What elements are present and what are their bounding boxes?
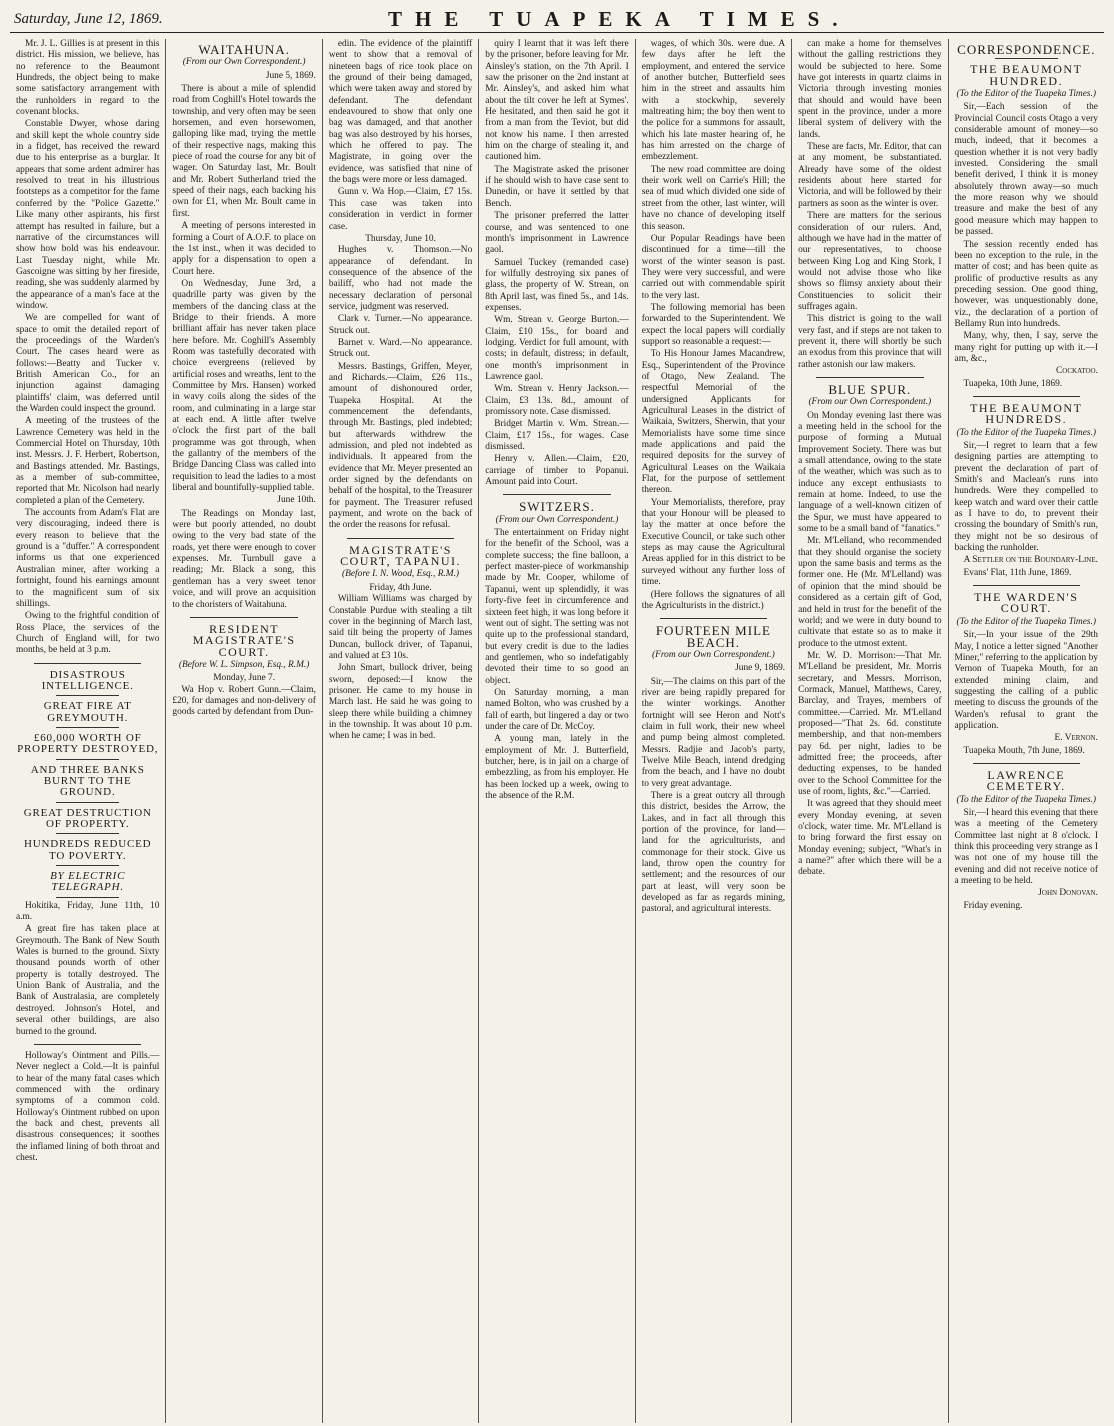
dateline: June 9, 1869. <box>735 663 786 674</box>
memorial-text: To His Honour James Macandrew, Esq., Superintendent of the Province of Otago, New Zealand. The respectful Memorial of the undersigned Applicants for Agricultural Leases in the district of Waikaia, Switzers, Sherwin, that your Memorialists have some time since made applications and paid the required deposits for the survey of Agricultural Leases on the Waikaia Flat, for the purpose of settlement thereon. <box>641 349 786 496</box>
paragraph: Bridget Martin v. Wm. Strean.—Claim, £17 15s., for wages. Case dismissed. <box>485 419 629 453</box>
headline-lawrence-cemetery: LAWRENCE CEMETERY. <box>986 767 1066 794</box>
divider <box>56 865 119 866</box>
column-4 <box>479 39 635 1423</box>
memorial-text: Your Memorialists, therefore, pray that your Honour will be pleased to lay the matter at once before the Executive Council, or take such other steps as may cause the Agricultural Areas applied for in this district to be surveyed without any further loss of time. <box>641 497 786 588</box>
editor-address: (To the Editor of the Tuapeka Times.) <box>956 89 1096 100</box>
divider <box>56 897 119 898</box>
headline-fourteen-mile: FOURTEEN MILE BEACH. <box>655 623 771 650</box>
paragraph: Wm. Strean v. Henry Jackson.—Claim, £3 13s. 8d., amount of promissory note. Case dismissed. <box>485 384 629 417</box>
letter-paragraph: Sir,—I heard this evening that there was a meeting of the Cemetery Committee last night at 8 o'clock. I think this proceeding very strange as I was not one of my house till the evening and did not receive notice of a meeting to be held. <box>954 807 1098 887</box>
divider <box>34 1044 141 1045</box>
paragraph: A meeting of persons interested in forming a Court of A.O.F. to place on the 1st inst., when it was decided to apply for a dispensation to open a Court here. <box>172 221 316 277</box>
column-7 <box>949 39 1104 1423</box>
paragraph: This district is going to the wall very fast, and if steps are not taken to prevent it, there will shortly be such an exodus from this province that will rather astonish our law makers. <box>798 314 942 370</box>
divider <box>503 494 610 495</box>
paragraph: John Smart, bullock driver, being sworn, deposed:—I know the prisoner. He came to my house in March last. He said he was going to sleep there while building a chimney in the township. It was about 10 p.m. when he came; I was in bed. <box>328 663 473 742</box>
memorial-note: (Here follows the signatures of all the Agriculturists in the district.) <box>641 589 786 611</box>
divider <box>56 833 119 834</box>
letter-place: Friday evening. <box>963 900 1023 911</box>
paragraph: On Wednesday, June 3rd, a quadrille party was given by the members of the dancing class at the Bridge to their friends. A more brilliant affair has never taken place here before. Mr. Coghill's Assembly Room was tastefully decorated with choice evergreens (relieved by artificial roses and wreaths, lent to the Committee by Mrs. Hansen) worked in wavy coils along the sides of the room, and culminating in a large star at each end. A little after twelve o'clock the first part of the ball programme was got through, when the gallantry of the members of the Bridge Dancing Class was called into requisition to lead the ladies to a most liberal and bountifully-supplied table. <box>172 278 316 494</box>
paragraph: The prisoner preferred the latter course, and was sentenced to one month's imprisonment in Lawrence gaol. <box>485 211 629 256</box>
headline-waitahuna: WAITAHUNA. <box>198 42 290 57</box>
divider <box>347 538 454 539</box>
byline: (From our Own Correspondent.) <box>808 397 932 408</box>
paragraph: Our Popular Readings have been discontinued for a time—till the worst of the winter season is past. They were very successful, and were carried out with commendable spirit to the very last. <box>641 233 786 301</box>
paragraph: Wm. Strean v. George Burton.—Claim, £10 15s., for board and lodging. Verdict for full amount, with costs; in default, distress; in default, one month's imprisonment in Lawrence gaol. <box>485 315 629 382</box>
column-1 <box>10 39 166 1423</box>
paragraph: These are facts, Mr. Editor, that can at any moment, be substantiated. Already have some of the oldest residents about here started for Victoria, and will be followed by their partners as soon as the winter is over. <box>798 142 942 209</box>
paragraph: We are compelled for want of space to omit the detailed report of the proceedings of the Warden's Court. The cases heard were as follows:—Beatty and Tucker v. British American Co., for an injunction against damaging plaintiffs' claim, was deferred until the Warden could inspect the ground. <box>16 313 160 414</box>
paragraph: Sir,—The claims on this part of the river are being rapidly prepared for the winter workings. Another fortnight will see Heron and Nott's claim in full work, their new wheel and pump being almost completed. Messrs. Radjie and Jacob's party, Twelve Mile Beach, intend dredging from the beach, and I have no doubt to very great advantage. <box>641 676 786 789</box>
paragraph: There is about a mile of splendid road from Coghill's Hotel towards the township, and very often may be seen horsemen, and even horsewomen, galloping like mad, trying the mettle of their respective nags, making this piece of road the course for any bit of wager. On Saturday last, Mr. Boult and Mr. Robert Sutherland tried the speed of their nags, each backing his own for £1, when Mr. Boult came in first. <box>172 84 316 219</box>
divider <box>34 663 141 664</box>
headline-destruction: GREAT DESTRUCTION OF PROPERTY. <box>23 806 152 830</box>
dateline: June 10th. <box>277 495 316 506</box>
column-3 <box>323 39 479 1423</box>
dateline: June 5, 1869. <box>265 70 316 81</box>
court-day: Monday, June 7. <box>213 673 276 684</box>
divider <box>995 58 1058 59</box>
paragraph: There is a great outcry all through this district, besides the Arrow, the Lakes, and in fact all through this portion of the province, for land—land for the agriculturists, and commonage for their stock. Give us land, throw open the country for settlement; and the resources of our part at least, will very soon be developed as far as regards mining, pastoral, and agricultural interests. <box>641 791 786 915</box>
paragraph: wages, of which 30s. were due. A few days after he left the employment, and entered the service of another butcher, Butterfield sees him in the street and assaults him with a stockwhip, severely maltreating him; the boy then went to the police for a summons for assault, which his late master hearing of, he has him arrested on the charge of embezzlement. <box>641 39 786 163</box>
divider <box>660 618 767 619</box>
paragraph: Mr. M'Lelland, who recommended that they should organise the society upon the same basis and terms as the former one. He (Mr. M'Lelland) was of opinion that the mind should be considered as a certain gift of God, and held in trust for the benefit of the world; and we were in duty bound to cultivate that estate so as to make it produce to the utmost extent. <box>798 536 942 649</box>
issue-date: Saturday, June 12, 1869. <box>14 10 163 27</box>
paragraph: On Saturday morning, a man named Bolton, who was crushed by a fall of earth, but lingered a day or two under the care of Dr. McCoy. <box>485 687 629 732</box>
paragraph: quiry I learnt that it was left there by the prisoner, before leaving for Mr. Ainsley's station, on the 7th April. I saw the prisoner on the 2nd instant at Mr. Ainsley's, and asked him what about the tilt cover he left at Symes'. He hesitated, and then said he got it from a man from the Teviot, but did not know his name. I then arrested him on the charge of stealing it, and cautioned him. <box>485 39 629 163</box>
paragraph: A meeting of the trustees of the Lawrence Cemetery was held in the Commercial Hotel on Thursday, 10th inst. Messrs. J. F. Herbert, Robertson, and Bastings attended. Mr. Bastings, as a member of sub-committee, reported that Mr. Nicolson had nearly completed a plan of the Cemetery. <box>16 416 160 506</box>
court-day: Thursday, June 10. <box>365 233 436 244</box>
letter-signature: Cockatoo. <box>1056 366 1098 377</box>
paragraph: Constable Dwyer, whose daring and skill kept the whole country side in a fidget, has received the reward due to his enterprise as a burglar. It appears that some ardent admirer has resolved to treat in his illustrious footsteps as a competitor for the fame conferred by the "Police Gazette." Like many other aspirants, his first attempt has resulted in failure, but a narrative of the circumstances will show how bold was his endeavour. Last Tuesday night, while Mr. Gascoigne was sitting by her fireside, reading, she was suddenly alarmed by the appearance of a man's face at the window. <box>16 119 160 311</box>
headline-switzers: SWITZERS. <box>519 499 595 515</box>
column-2 <box>166 39 322 1423</box>
paragraph: The accounts from Adam's Flat are very discouraging, indeed there is every reason to believe that the ground is a "duffer." A correspondent informs us that one experienced Australian miner, after working a fortnight, found his earnings amount to the magnificent sum of six shillings. <box>16 508 160 609</box>
paragraph: A young man, lately in the employment of Mr. J. Butterfield, butcher, here, is in jail on a charge of embezzling, as from his employer. He has been locked up a week, owing to the absence of the R.M. <box>485 734 629 801</box>
divider <box>190 617 297 618</box>
paragraph: The new road committee are doing their work well on Carrie's Hill; the sea of mud which divided one side of street from the other, last winter, will have no chance of developing itself this season. <box>641 164 786 232</box>
byline: (From our Own Correspondent.) <box>652 649 775 660</box>
letter-signature: E. Vernon. <box>1054 733 1098 744</box>
letter-paragraph: Sir,—I regret to learn that a few designing parties are attempting to prevent the declaration of part of Smith's and Maclean's runs into hundreds. Were they compelled to keep watch and ward over their cattle as I have to do, to prevent their crossing the boundary of Smith's run, they might not be so desirous of backing the runholder. <box>954 441 1098 554</box>
dateline: Hokitika, Friday, June 11th, 10 a.m. <box>16 900 160 923</box>
divider <box>56 802 119 803</box>
paragraph: Barnet v. Ward.—No appearance. Struck out. <box>328 337 473 360</box>
divider <box>973 396 1080 397</box>
letter-paragraph: Sir,—Each session of the Provincial Council costs Otago a very considerable amount of money—so much, indeed, that it becomes a question whether it is not very badly invested. Considering the small benefit derived, I think it is money absolutely thrown away—so much the more reason why we should treasure and make the best of any good measure which may happen to be passed. <box>954 102 1098 238</box>
divider <box>973 585 1080 586</box>
headline-rm-court: RESIDENT MAGISTRATE'S COURT. <box>192 621 296 659</box>
headline-wardens-court: THE WARDEN'S COURT. <box>974 590 1079 616</box>
headline-beaumont-hundred: THE BEAUMONT HUNDRED. <box>970 62 1083 88</box>
byline: (From our Own Correspondent.) <box>182 57 306 68</box>
court-before: (Before W. L. Simpson, Esq., R.M.) <box>178 659 310 670</box>
headline-disastrous: DISASTROUS INTELLIGENCE. <box>41 668 134 692</box>
divider <box>816 377 923 378</box>
paragraph: edin. The evidence of the plaintiff went to show that a removal of nineteen bags of rice took place on the ground of their being damaged, which were taken away and stored by defendant. The defendant endeavoured to show that only one bag was damaged, and that another bag was also destroyed by his horses, which he offered to pay. The Magistrate, in going over the evidence, was satisfied that nine of the bags were more or less damaged. <box>328 39 473 186</box>
paragraph: Wa Hop v. Robert Gunn.—Claim, £20, for damages and non-delivery of goods carted by defendant from Dun- <box>172 684 316 718</box>
headline-great-fire: GREAT FIRE AT GREYMOUTH. <box>43 700 132 724</box>
paragraph: A great fire has taken place at Greymouth. The Bank of New South Wales is burned to the ground. Sixty thousand pounds worth of other property is totally destroyed. The Union Bank of Australia, and the Bank of Australasia, are completely destroyed. Johnson's Hotel, and several other buildings, are also burned to the ground. <box>16 924 160 1037</box>
paragraph: There are matters for the serious consideration of our rulers. And, although we have had in the matter of our representatives, to choose between King Log and King Stork, I would not advise those who like shows so flimsy anxiety about their Constituencies to solicit their suffrages again. <box>798 211 942 312</box>
paragraph: William Williams was charged by Constable Purdue with stealing a tilt cover in the beginning of March last, said tilt being the property of James Duncan, bullock driver, of Tapanui, and valued at £3 10s. <box>328 594 473 661</box>
paragraph: The entertainment on Friday night for the benefit of the School, was a complete success; the fine balloon, a perfect master-piece of workmanship made by Mr. Cooper, whilome of Tapanui, went up splendidly, it was forty-five feet in circumference and sixteen feet high, it was long before it went out of sight. The setting was not quite up to the professional standard, but every credit is due to the ladies and gentlemen, who so indefatigably devoted their time to so good an object. <box>485 528 629 686</box>
paragraph: It was agreed that they should meet every Monday evening, at seven o'clock, water time. Mr. M'Lelland is to bring forward the first essay on Monday evening; subject, "What's in a name?" after which there will be a debate. <box>798 799 942 878</box>
headline-correspondence: CORRESPONDENCE. <box>957 42 1096 57</box>
paragraph: Hughes v. Thomson.—No appearance of defendant. In consequence of the absence of the bailiff, who had not made the necessary declaration of personal service, judgment was reserved. <box>328 245 473 312</box>
headline-banks-burnt: AND THREE BANKS BURNT TO THE GROUND. <box>30 763 145 799</box>
headline-beaumont-hundreds: THE BEAUMONT HUNDREDS. <box>970 400 1083 427</box>
newspaper-title: THE TUAPEKA TIMES. <box>388 6 851 31</box>
divider <box>56 759 119 760</box>
letter-paragraph: The session recently ended has been no exception to the rule, in the matter of cost; and has been quite as prolific of productive results as any preceding session. One good thing, however, was unquestionably done, viz., the declaration of a portion of Bellamy Run into hundreds. <box>954 239 1098 329</box>
court-day: Friday, 4th June. <box>369 582 432 593</box>
divider <box>973 763 1080 764</box>
paragraph: The Magistrate asked the prisoner if he should wish to have case sent to Dunedin, or have it settled by that Bench. <box>485 164 629 209</box>
paragraph: Messrs. Bastings, Griffen, Meyer, and Richards.—Claim, £26 11s., amount of dishonoured order, Tuapeka Hospital. At the commencement the defendants, through Mr. Bastings, pled indebted; but afterwards withdrew the admission, and pled not indebted as individuals. It appeared from the evidence that Mr. Meyer presented an order signed by the defendants on behalf of the hospital, to the Treasurer for payment. The Treasurer refused payment, and wrote on the back of the order the reasons for refusal. <box>328 361 473 531</box>
letter-place: Tuapeka, 10th June, 1869. <box>963 378 1063 389</box>
paragraph: The Readings on Monday last, were but poorly attended, no doubt owing to the very bad state of the roads, yet there were enough to cover expenses. Mr. Turnbull gave a reading; Mr. Black a song, this gentleman has a very sweet tenor voice, and will prove an acquisition to the choristers of Waitahuna. <box>172 508 316 610</box>
paragraph: Mr. J. L. Gillies is at present in this district. His mission, we believe, has no reference to the Beaumont Hundreds, the object being to make some satisfactory arrangement with the runholders in regard to the covenant blocks. <box>16 39 160 118</box>
editor-address: (To the Editor of the Tuapeka Times.) <box>956 427 1096 438</box>
paragraph: Clark v. Turner.—No appearance. Struck out. <box>328 314 473 336</box>
paragraph: Samuel Tuckey (remanded case) for wilfully destroying six panes of glass, the property of W. Strean, on 8th April last, was fined 5s., and 14s. expenses. <box>485 257 629 313</box>
paragraph: can make a home for themselves without the galling restrictions they would be subjected to here. Some have got interests in quartz claims in Victoria through investing monies that should and would have been spent in the province, under a more liberal system of delivery with the lands. <box>798 39 942 140</box>
paragraph: The following memorial has been forwarded to the Superintendent. We expect the local papers will cordially support so reasonable a request:— <box>641 302 786 347</box>
editor-address: (To the Editor of the Tuapeka Times.) <box>956 794 1096 805</box>
letter-signature: A Settler on the Boundary-Line. <box>963 555 1098 566</box>
divider <box>56 727 119 728</box>
letter-paragraph: Sir,—In your issue of the 29th May, I notice a letter signed "Another Miner," referring to the application by Vernon of Tuapeka Mouth, for an extended mining claim, and suggesting the calling of a public meeting to discuss the grounds of the Warden's refusal to grant the application. <box>954 630 1098 731</box>
letter-place: Evans' Flat, 11th June, 1869. <box>963 567 1072 578</box>
paragraph: Henry v. Allen.—Claim, £20, carriage of timber to Popanui. Amount paid into Court. <box>485 454 629 488</box>
headline-telegraph: BY ELECTRIC TELEGRAPH. <box>50 870 126 894</box>
headline-tapanui-court: MAGISTRATE'S COURT, TAPANUI. <box>340 542 462 569</box>
advertisement: Holloway's Ointment and Pills.—Never neglect a Cold.—It is painful to hear of the many fatal cases which commenced with the ordinary symptoms of a common cold. Holloway's Ointment rubbed on upon the back and chest, prevents all disastrous consequences; it soothes the inflamed lining of both throat and chest. <box>16 1050 160 1163</box>
byline: (From our Own Correspondent.) <box>495 514 619 525</box>
column-6 <box>792 39 948 1423</box>
headline-property-worth: £60,000 WORTH OF PROPERTY DESTROYED, <box>17 731 159 756</box>
letter-signature: John Donovan. <box>1038 888 1098 899</box>
paragraph: Gunn v. Wa Hop.—Claim, £7 15s. This case was taken into consideration in verdict in former case. <box>328 187 473 232</box>
divider <box>56 695 119 696</box>
paragraph: Mr. W. D. Morrison:—That Mr. M'Lelland be president, Mr. Morris secretary, and Messrs. Morrison, Cormack, Manuel, Matthews, Carey, Barclay, and Trayes, members of committee.—Carried. Mr. M'Lelland proposed—"That 2s. 6d. constitute membership, and that non-members pay 6d. per night, ladies to be admitted free; the proceeds, after deducting expenses, to be handed over to the School Committee for the use of room, lights, &c."—Carried. <box>798 650 942 797</box>
article-columns <box>10 39 1104 1423</box>
paragraph: On Monday evening last there was a meeting held in the school for the purpose of forming a Mutual Improvement Society. There was but a small attendance, owing to the state of the weather, which was such as to induce any except enthusiasts to remain at home. Indeed, to use the language of a well-known citizen of the Spur, we must have appeared to some to be a small band of "fanatics." <box>798 410 942 535</box>
letter-paragraph: Many, why, then, I say, serve the many right for putting up with it.—I am, &c., <box>954 331 1098 364</box>
court-before: (Before I. N. Wood, Esq., R.M.) <box>342 569 460 580</box>
paragraph: Owing to the frightful condition of Ross Place, the services of the Church of England will, for two months, be held at 3 p.m. <box>16 611 160 656</box>
masthead <box>10 6 1104 33</box>
headline-blue-spur: BLUE SPUR. <box>828 381 912 397</box>
letter-place: Tuapeka Mouth, 7th June, 1869. <box>963 745 1085 756</box>
editor-address: (To the Editor of the Tuapeka Times.) <box>956 616 1096 627</box>
column-5 <box>636 39 792 1423</box>
headline-poverty: HUNDREDS REDUCED TO POVERTY. <box>24 838 152 862</box>
